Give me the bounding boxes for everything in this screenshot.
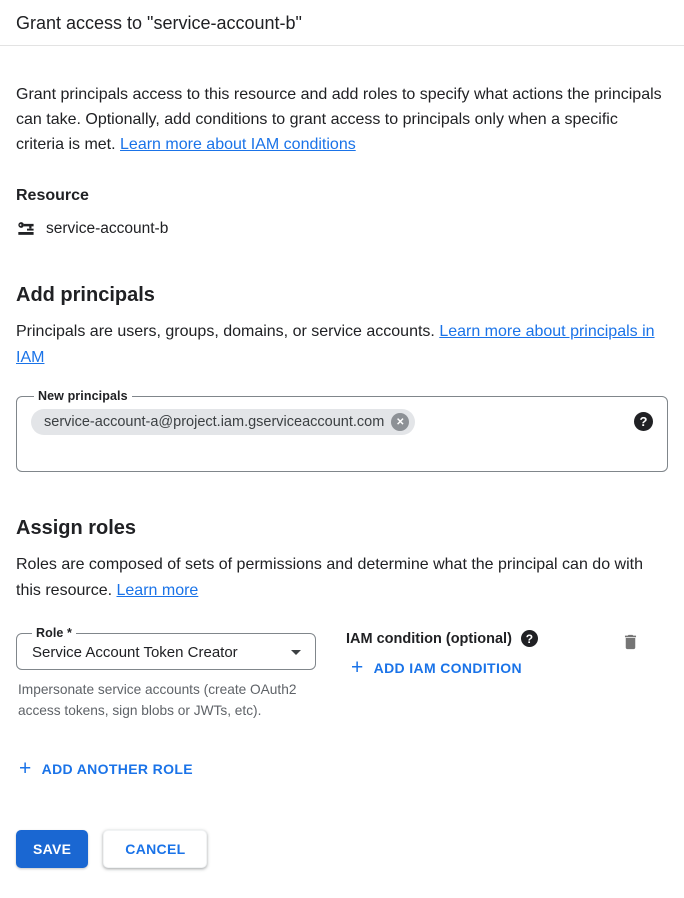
role-value-row[interactable] — [25, 642, 307, 661]
cancel-button[interactable]: CANCEL — [103, 830, 207, 868]
role-label: Role * — [36, 626, 73, 640]
role-select[interactable] — [16, 626, 316, 670]
new-principals-label: New principals — [38, 389, 128, 403]
principal-chip — [31, 409, 415, 435]
add-another-role-button[interactable] — [19, 757, 193, 780]
trash-icon — [621, 640, 640, 655]
add-principals-text: Principals are users, groups, domains, or service accounts. — [16, 323, 435, 340]
add-principals-heading: Add principals — [16, 284, 155, 306]
resource-row — [16, 219, 668, 239]
plus-icon: + — [351, 656, 364, 679]
role-column — [16, 626, 316, 721]
role-row — [16, 626, 668, 721]
roles-learn-more-link[interactable]: Learn more — [116, 582, 199, 599]
add-principals-description — [16, 319, 668, 371]
add-another-role-label: ADD ANOTHER ROLE — [41, 761, 193, 777]
new-principals-input-area[interactable] — [27, 407, 657, 461]
iam-conditions-link[interactable]: Learn more about IAM conditions — [120, 136, 356, 153]
dialog-header — [0, 0, 684, 46]
iam-condition-column — [346, 626, 538, 679]
resource-name: service-account-b — [46, 220, 169, 237]
dialog-body — [0, 82, 684, 898]
dialog-actions — [16, 830, 668, 868]
iam-condition-label: IAM condition (optional) — [346, 630, 512, 647]
intro-paragraph — [16, 82, 668, 157]
delete-role-button[interactable] — [621, 632, 640, 652]
add-iam-condition-label: ADD IAM CONDITION — [373, 660, 522, 676]
principals-help-icon[interactable]: ? — [634, 412, 653, 431]
save-button[interactable]: SAVE — [16, 830, 88, 868]
chip-close-icon[interactable]: ✕ — [391, 413, 409, 431]
role-helper-text: Impersonate service accounts (create OAuth2 access tokens, sign blobs or JWTs, etc). — [18, 682, 297, 718]
new-principals-field[interactable] — [16, 389, 668, 472]
chevron-down-icon — [291, 650, 301, 655]
dialog-title: Grant access to "service-account-b" — [16, 13, 302, 33]
principals-link[interactable]: Learn more about principals in IAM — [16, 323, 655, 366]
role-selected-value: Service Account Token Creator — [32, 644, 238, 661]
intro-text: Grant principals access to this resource and add roles to specify what actions the principals can take. Optionally, add conditions to grant access to principals only when a specific criteria is met. — [16, 86, 662, 153]
assign-roles-description — [16, 552, 668, 604]
add-iam-condition-button[interactable] — [351, 656, 522, 679]
assign-roles-text: Roles are composed of sets of permissions and determine what the principal can do with this resource. — [16, 556, 643, 599]
principal-chip-text: service-account-a@project.iam.gserviceaccount.com — [44, 414, 385, 430]
resource-heading: Resource — [16, 187, 89, 204]
plus-icon: + — [19, 757, 32, 780]
service-account-icon — [16, 219, 37, 239]
condition-help-icon[interactable]: ? — [521, 630, 538, 647]
assign-roles-heading: Assign roles — [16, 517, 137, 539]
